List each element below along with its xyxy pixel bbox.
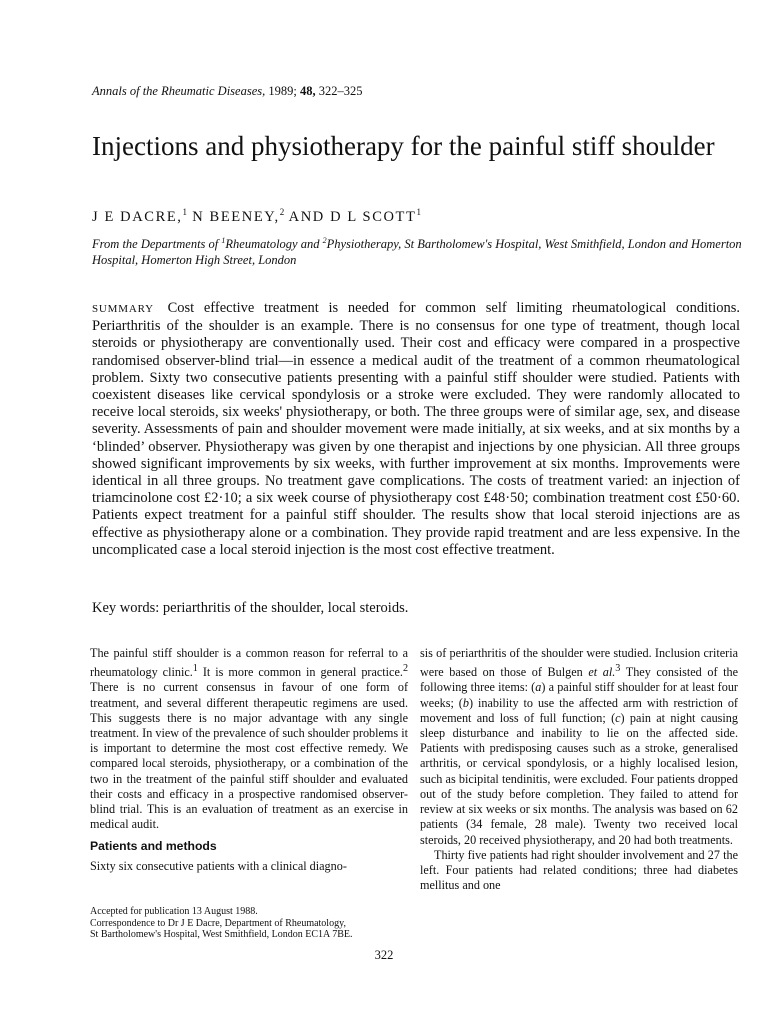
methods-paragraph: Sixty six consecutive patients with a clinical diagno- bbox=[90, 858, 347, 873]
footnote-accepted: Accepted for publication 13 August 1988. bbox=[90, 906, 258, 917]
affiliation-prefix: From the Departments of bbox=[92, 237, 219, 252]
footnotes bbox=[90, 906, 410, 941]
reference-marker: 3 bbox=[615, 663, 621, 675]
intro-text: The painful stiff shoulder is a common reason for referral to a rheumatology clinic. bbox=[90, 646, 408, 680]
reference-marker: 2 bbox=[402, 663, 409, 675]
affiliation-dept: Rheumatology and bbox=[225, 237, 320, 252]
list-marker: b bbox=[462, 695, 469, 710]
journal-volume: 48, bbox=[299, 84, 316, 98]
list-marker: c bbox=[615, 710, 621, 725]
author-list bbox=[92, 207, 421, 226]
author-affiliation-marker: 1 bbox=[182, 207, 188, 217]
intro-text: There is no current consensus in favour of one form of treatment, and several different therapeutic regimens are used. This suggests there is no major advantage with any single treatment. In view of the prevalence of such shoulder problems it is important to determine the most cost effective remedy. We compared local steroids, physiotherapy, or a combination of the two in the treatment of the painful stiff shoulder and evaluated their costs and efficacy in a prospective randomised observer-blind trial. This is an evaluation of treatment as an exercise in medical audit. bbox=[90, 680, 408, 832]
abstract-label: SUMMARY bbox=[92, 303, 154, 315]
citation-etal: et al. bbox=[588, 665, 616, 680]
intro-paragraph bbox=[90, 646, 408, 833]
reference-marker: 1 bbox=[192, 663, 198, 675]
author-name: J E DACRE, bbox=[92, 208, 183, 225]
page-number: 322 bbox=[374, 948, 394, 962]
journal-year: 1989; bbox=[268, 84, 297, 98]
abstract bbox=[92, 300, 740, 559]
keywords: Key words: periarthritis of the shoulder, local steroids. bbox=[92, 600, 409, 616]
methods-paragraph: Thirty five patients had right shoulder involvement and 27 the left. Four patients had related conditions; three had diabetes mellitus and one bbox=[420, 847, 738, 893]
section-heading: Patients and methods bbox=[90, 838, 217, 853]
author-affiliation-marker: 2 bbox=[279, 207, 285, 217]
author-name: D L SCOTT bbox=[330, 208, 417, 225]
affiliation-rest: Physiotherapy, St Bartholomew's Hospital, West Smithfield, London and Homerton Hospital, Homerton High Street, London bbox=[92, 237, 742, 268]
body-column-right bbox=[420, 646, 738, 893]
methods-paragraph bbox=[420, 646, 738, 848]
list-marker: a bbox=[535, 680, 542, 695]
author-conjunction: AND bbox=[288, 208, 325, 225]
footnote-correspondence: Correspondence to Dr J E Dacre, Department of Rheumatology, bbox=[90, 917, 346, 929]
methods-text: ) inability to use the affected arm with restriction of movement and loss of full function; ( bbox=[420, 695, 738, 725]
affiliation-marker: 2 bbox=[322, 236, 327, 245]
footnote-correspondence: St Bartholomew's Hospital, West Smithfield, London EC1A 7BE. bbox=[90, 929, 353, 941]
journal-name: Annals of the Rheumatic Diseases, bbox=[92, 84, 266, 98]
affiliation bbox=[92, 233, 742, 268]
methods-text: ) a painful stiff shoulder for at least four weeks; ( bbox=[420, 680, 738, 710]
body-column-left bbox=[90, 646, 408, 874]
methods-text: They consisted of the following three items: ( bbox=[420, 665, 739, 695]
author-name: N BEENEY, bbox=[192, 208, 280, 225]
methods-text: ) pain at night causing sleep disturbance and inability to lie on the affected side. Patients with predisposing causes such as a stroke, generalised arthritis, or cervical spondylosis, or a highly localised lesion, such as bicipital tendinitis, were excluded. Four patients dropped out of the study before completion. They failed to attend for review at six weeks or six months. The analysis was based on 62 patients (34 female, 28 male). Twenty two received local steroids, 20 received physiotherapy, and 20 had both treatments. bbox=[420, 710, 738, 847]
methods-text: sis of periarthritis of the shoulder were studied. Inclusion criteria were based on those of Bulgen bbox=[420, 646, 738, 680]
affiliation-marker: 1 bbox=[221, 236, 226, 245]
abstract-text: Cost effective treatment is needed for common self limiting rheumatological conditions. Periarthritis of the shoulder is an example. There is no consensus for one type of treatment, though local steroids or physiotherapy are conventionally used. Their cost and efficacy were compared in a prospective randomised observer-blind trial—in essence a medical audit of the treatment of a common rheumatological problem. Sixty two consecutive patients presenting with a painful stiff shoulder were studied. Patients with coexistent diseases like cervical spondylosis or a stroke were excluded. They were randomly allocated to receive local steroids, six weeks' physiotherapy, or both. The three groups were of similar age, sex, and disease severity. Assessments of pain and shoulder movement were made initially, at six weeks, and at six months by a ‘blinded’ observer. Physiotherapy was given by one therapist and injections by one physician. All three groups showed significant improvements by six weeks, with further improvement at six months. Improvements were identical in all three groups. No treatment gave complications. The costs of treatment varied: an injection of triamcinolone cost £2·10; a six week course of physiotherapy cost £48·50; combination treatment cost £50·60. Patients expect treatment for a painful stiff shoulder. The results show that local steroid injections are as effective as physiotherapy alone or a combination. They provide rapid treatment and are less expensive. In the uncomplicated case a local steroid injection is the most cost effective treatment. bbox=[92, 300, 741, 558]
intro-text: It is more common in general practice. bbox=[197, 665, 403, 680]
author-affiliation-marker: 1 bbox=[416, 207, 421, 217]
article-title: Injections and physiotherapy for the painful stiff shoulder bbox=[92, 131, 715, 161]
journal-citation bbox=[92, 84, 362, 99]
journal-pages: 322–325 bbox=[318, 84, 363, 98]
